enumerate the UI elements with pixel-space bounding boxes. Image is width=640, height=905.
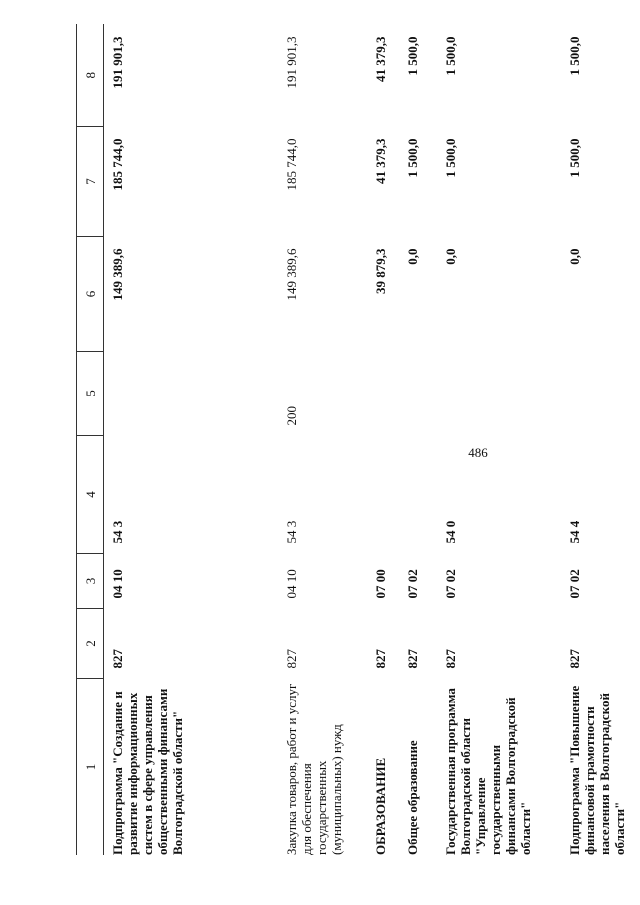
table-row xyxy=(367,25,399,856)
table-row xyxy=(437,25,561,856)
column-header: 7 xyxy=(77,127,104,237)
amount-col6: 39 879,3 xyxy=(372,248,388,294)
expense-type xyxy=(399,352,437,436)
target-article: 54 0 xyxy=(442,520,458,544)
target-article xyxy=(399,436,437,554)
row-description: Государственная программа Волгоградской области "Управление государственными финансами Волгоградской области" xyxy=(442,688,533,855)
amount-col7: 1 500,0 xyxy=(442,138,458,178)
amount-col8: 1 500,0 xyxy=(442,36,458,76)
section-code: 07 02 xyxy=(442,569,458,599)
amount-col7: 1 500,0 xyxy=(404,138,420,178)
expense-type xyxy=(367,352,399,436)
row-description: Подпрограмма "Повышение финансовой грамотности населения в Волгоградской области" xyxy=(566,685,627,855)
amount-col6: 149 389,6 xyxy=(110,248,125,301)
expense-type xyxy=(104,352,278,436)
row-description: ОБРАЗОВАНИЕ xyxy=(372,757,388,855)
column-header: 8 xyxy=(77,25,104,127)
section-code: 07 02 xyxy=(566,569,582,599)
amount-col7: 185 744,0 xyxy=(283,138,299,191)
amount-col7: 41 379,3 xyxy=(372,138,388,184)
ministry-code: 827 xyxy=(566,649,582,669)
section-code: 07 00 xyxy=(372,569,388,599)
amount-col8: 191 901,3 xyxy=(283,36,299,89)
row-description: Подпрограмма "Создание и развитие информационных систем в сфере управления общественными финансами Волгоградской области" xyxy=(110,688,185,855)
column-header: 5 xyxy=(77,352,104,436)
amount-col8: 41 379,3 xyxy=(372,36,388,82)
amount-col8: 1 500,0 xyxy=(566,36,582,76)
target-article xyxy=(367,436,399,554)
expense-type xyxy=(437,352,561,436)
column-header: 2 xyxy=(77,609,104,679)
row-description: Общее образование xyxy=(404,740,420,855)
amount-col7: 185 744,0 xyxy=(110,138,125,191)
budget-table xyxy=(76,25,640,856)
table-row xyxy=(278,25,367,856)
column-header: 4 xyxy=(77,436,104,554)
expense-type: 200 xyxy=(283,406,299,426)
target-article: 54 3 xyxy=(110,520,125,544)
row-description: Закупка товаров, работ и услуг для обеспечения государственных (муниципальных) нужд xyxy=(283,683,344,855)
amount-col6: 0,0 xyxy=(566,248,582,265)
target-article: 54 4 xyxy=(566,520,582,544)
amount-col6: 0,0 xyxy=(442,248,458,265)
page-number: 486 xyxy=(468,445,488,460)
amount-col6: 0,0 xyxy=(404,248,420,265)
target-article: 54 3 xyxy=(283,520,299,544)
ministry-code: 827 xyxy=(442,649,458,669)
column-header: 6 xyxy=(77,237,104,352)
amount-col7: 1 500,0 xyxy=(566,138,582,178)
amount-col8: 1 500,0 xyxy=(404,36,420,76)
section-code: 04 10 xyxy=(110,569,125,599)
ministry-code: 827 xyxy=(404,649,420,669)
table-row xyxy=(399,25,437,856)
ministry-code: 827 xyxy=(283,649,299,669)
amount-col6: 149 389,6 xyxy=(283,248,299,301)
table-row xyxy=(104,25,278,856)
table-header-row xyxy=(77,25,104,856)
section-code: 04 10 xyxy=(283,569,299,599)
amount-col8: 191 901,3 xyxy=(110,36,125,89)
section-code: 07 02 xyxy=(404,569,420,599)
ministry-code: 827 xyxy=(372,649,388,669)
table-row xyxy=(561,25,640,856)
column-header: 1 xyxy=(77,679,104,856)
column-header: 3 xyxy=(77,554,104,609)
ministry-code: 827 xyxy=(110,649,125,669)
expense-type xyxy=(561,352,640,436)
